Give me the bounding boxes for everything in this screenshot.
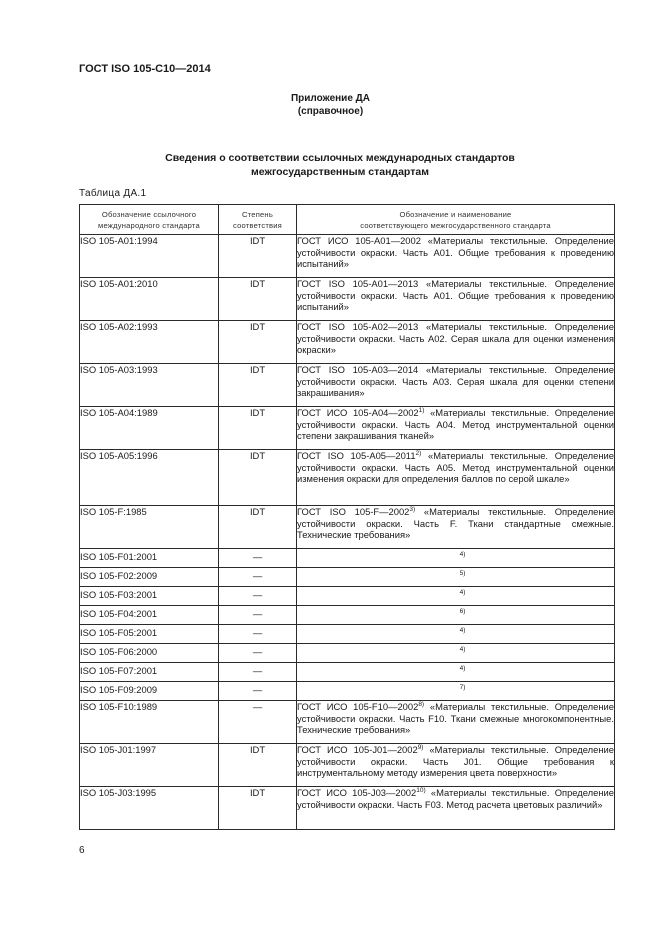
gost-cell — [297, 235, 615, 278]
reference-standard: ISO 105-J03:1995 — [80, 787, 157, 798]
gost-cell — [297, 278, 615, 321]
gost-cell — [297, 663, 615, 682]
appendix-subtitle: (справочное) — [297, 106, 364, 117]
correspondence-table — [79, 204, 615, 830]
degree-value: IDT — [249, 235, 266, 246]
table-row — [80, 606, 615, 625]
footnote-reference: 4) — [459, 551, 466, 558]
gost-designation: ГОСТ ISO 105-A05—2011 — [297, 450, 416, 461]
degree-cell — [219, 701, 297, 744]
table-row — [80, 644, 615, 663]
gost-title: «Материалы текстильные. Определение устойчивости окраски. Часть J01. Общие требования к инструментальному методу измерения цвета поверхности» — [297, 744, 614, 779]
degree-value: IDT — [249, 506, 266, 517]
degree-value: — — [252, 570, 263, 581]
reference-standard-cell — [80, 625, 219, 644]
gost-cell — [297, 787, 615, 830]
reference-standard-cell — [80, 364, 219, 407]
table-row — [80, 235, 615, 278]
gost-cell — [297, 450, 615, 506]
section-heading — [60, 151, 620, 179]
gost-title: «Материалы текстильные. Определение устойчивости окраски. Часть F10. Ткани смежные многокомпонентные. Технические требования» — [297, 701, 614, 736]
reference-standard-cell — [80, 235, 219, 278]
gost-cell — [297, 506, 615, 549]
table-row — [80, 625, 615, 644]
table-row — [80, 744, 615, 787]
column-header-reference-line2: международного стандарта — [98, 220, 200, 230]
reference-standard-cell — [80, 606, 219, 625]
footnote-reference: 6) — [459, 608, 466, 615]
gost-cell — [297, 701, 615, 744]
reference-standard-cell — [80, 450, 219, 506]
reference-standard: ISO 105-F10:1989 — [80, 701, 158, 712]
reference-standard: ISO 105-F02:2009 — [80, 570, 158, 581]
degree-cell — [219, 644, 297, 663]
reference-standard: ISO 105-J01:1997 — [80, 744, 157, 755]
reference-standard-cell — [80, 587, 219, 606]
column-header-gost-line1: Обозначение и наименование — [399, 209, 512, 219]
footnote-reference: 4) — [459, 665, 466, 672]
gost-designation: ГОСТ ISO 105-A01—2013 — [297, 278, 419, 289]
footnote-marker: 8) — [418, 700, 425, 708]
gost-title: «Материалы текстильные. Определение устойчивости окраски. Часть А04. Метод инструментальной оценки степени закрашивания тканей» — [297, 407, 614, 442]
footnote-marker: 1) — [418, 406, 425, 414]
degree-value: — — [252, 684, 263, 695]
reference-standard: ISO 105-A02:1993 — [80, 321, 158, 332]
degree-value: — — [252, 551, 263, 562]
section-heading-line1: Сведения о соответствии ссылочных международных стандартов — [165, 152, 515, 164]
gost-designation: ГОСТ ИСО 105-J01—2002 — [297, 744, 418, 755]
table-caption: Таблица ДА.1 — [79, 188, 147, 199]
page-number: 6 — [79, 845, 85, 856]
degree-value: — — [252, 665, 263, 676]
gost-designation: ГОСТ ИСО 105-F10—2002 — [297, 701, 419, 712]
degree-cell — [219, 568, 297, 587]
table-row — [80, 568, 615, 587]
reference-standard: ISO 105-A01:1994 — [80, 235, 158, 246]
column-header-gost-line2: соответствующего межгосударственного стандарта — [360, 220, 551, 230]
degree-value: IDT — [249, 744, 266, 755]
footnote-marker: 3) — [409, 505, 416, 513]
reference-standard: ISO 105-F07:2001 — [80, 665, 158, 676]
reference-standard: ISO 105-F04:2001 — [80, 608, 158, 619]
degree-value: — — [252, 589, 263, 600]
reference-standard-cell — [80, 744, 219, 787]
gost-cell — [297, 587, 615, 606]
reference-standard: ISO 105-F03:2001 — [80, 589, 158, 600]
footnote-marker: 9) — [417, 743, 424, 751]
reference-standard-cell — [80, 321, 219, 364]
degree-cell — [219, 450, 297, 506]
gost-cell — [297, 549, 615, 568]
gost-cell — [297, 321, 615, 364]
gost-title: «Материалы текстильные. Определение устойчивости окраски. Часть F. Ткани стандартные смежные. Технические требования» — [297, 506, 615, 541]
reference-standard-cell — [80, 278, 219, 321]
gost-cell — [297, 364, 615, 407]
gost-title: «Материалы текстильные. Определение устойчивости окраски. Часть А03. Серая шкала для оценки степени закрашивания» — [297, 364, 615, 399]
column-header-degree — [219, 205, 297, 235]
footnote-reference: 7) — [459, 684, 466, 691]
degree-cell — [219, 321, 297, 364]
reference-standard: ISO 105-F01:2001 — [80, 551, 158, 562]
degree-value: — — [252, 608, 263, 619]
gost-title: «Материалы текстильные. Определение устойчивости окраски. Часть F03. Метод расчета цветовых различий» — [297, 787, 614, 810]
degree-value: — — [252, 627, 263, 638]
column-header-reference-line1: Обозначение ссылочного — [101, 209, 197, 219]
degree-cell — [219, 625, 297, 644]
reference-standard-cell — [80, 682, 219, 701]
degree-cell — [219, 235, 297, 278]
gost-designation: ГОСТ ISO 105-A03—2014 — [297, 364, 419, 375]
degree-value: IDT — [249, 321, 266, 332]
reference-standard-cell — [80, 787, 219, 830]
table-row — [80, 682, 615, 701]
gost-cell — [297, 606, 615, 625]
gost-designation: ГОСТ ISO 105-A02—2013 — [297, 321, 419, 332]
table-row — [80, 450, 615, 506]
degree-cell — [219, 663, 297, 682]
table-row — [80, 278, 615, 321]
table-row — [80, 787, 615, 830]
gost-cell — [297, 744, 615, 787]
gost-designation: ГОСТ ИСО 105-А01—2002 — [297, 235, 421, 246]
table-row — [80, 364, 615, 407]
degree-value: IDT — [249, 407, 266, 418]
table-header-row — [80, 205, 615, 235]
reference-standard-cell — [80, 701, 219, 744]
gost-cell — [297, 568, 615, 587]
table-row — [80, 663, 615, 682]
section-heading-line2: межгосударственным стандартам — [251, 166, 429, 178]
degree-cell — [219, 587, 297, 606]
degree-value: IDT — [249, 364, 266, 375]
column-header-degree-line2: соответствия — [232, 220, 282, 230]
footnote-marker: 2) — [415, 449, 422, 457]
reference-standard: ISO 105-F:1985 — [80, 506, 147, 517]
footnote-marker: 10) — [416, 786, 426, 794]
column-header-reference — [80, 205, 219, 235]
degree-cell — [219, 549, 297, 568]
reference-standard: ISO 105-F09:2009 — [80, 684, 158, 695]
reference-standard: ISO 105-A04:1989 — [80, 407, 158, 418]
degree-cell — [219, 606, 297, 625]
reference-standard-cell — [80, 568, 219, 587]
reference-standard-cell — [80, 407, 219, 450]
degree-cell — [219, 682, 297, 701]
reference-standard: ISO 105-A01:2010 — [80, 278, 158, 289]
table-row — [80, 587, 615, 606]
footnote-reference: 5) — [459, 570, 466, 577]
gost-title: «Материалы текстильные. Определение устойчивости окраски. Часть А01. Общие требования к проведению испытаний» — [297, 278, 615, 313]
column-header-gost — [297, 205, 615, 235]
degree-cell — [219, 278, 297, 321]
reference-standard: ISO 105-F05:2001 — [80, 627, 158, 638]
gost-cell — [297, 407, 615, 450]
reference-standard-cell — [80, 549, 219, 568]
degree-cell — [219, 787, 297, 830]
table-row — [80, 407, 615, 450]
gost-cell — [297, 682, 615, 701]
footnote-reference: 4) — [459, 589, 466, 596]
reference-standard: ISO 105-A05:1996 — [80, 450, 158, 461]
reference-standard-cell — [80, 506, 219, 549]
degree-value: IDT — [249, 787, 266, 798]
degree-cell — [219, 364, 297, 407]
gost-cell — [297, 625, 615, 644]
reference-standard: ISO 105-A03:1993 — [80, 364, 158, 375]
gost-title: «Материалы текстильные. Определение устойчивости окраски. Часть А05. Метод инструментальной оценки изменения окраски для определения баллов по серой шкале» — [297, 450, 614, 485]
column-header-degree-line1: Степень — [242, 209, 273, 219]
document-code: ГОСТ ISO 105-C10—2014 — [79, 63, 211, 75]
gost-title: «Материалы текстильные. Определение устойчивости окраски. Часть А02. Серая шкала для оценки изменения окраски» — [297, 321, 615, 356]
gost-designation: ГОСТ ИСО 105-J03—2002 — [297, 787, 417, 798]
reference-standard-cell — [80, 663, 219, 682]
reference-standard: ISO 105-F06:2000 — [80, 646, 158, 657]
gost-designation: ГОСТ ИСО 105-А04—2002 — [297, 407, 419, 418]
degree-value: — — [252, 646, 263, 657]
degree-value: IDT — [249, 450, 266, 461]
gost-title: «Материалы текстильные. Определение устойчивости окраски. Часть А01. Общие требования к проведению испытаний» — [297, 235, 614, 270]
footnote-reference: 4) — [459, 646, 466, 653]
table-row — [80, 549, 615, 568]
footnote-reference: 4) — [459, 627, 466, 634]
degree-value: — — [252, 701, 263, 712]
table-row — [80, 321, 615, 364]
appendix-title: Приложение ДА — [290, 93, 371, 104]
appendix-title-block — [0, 92, 661, 118]
gost-designation: ГОСТ ISO 105-F—2002 — [297, 506, 410, 517]
gost-cell — [297, 644, 615, 663]
table-row — [80, 701, 615, 744]
reference-standard-cell — [80, 644, 219, 663]
degree-value: IDT — [249, 278, 266, 289]
degree-cell — [219, 744, 297, 787]
table-row — [80, 506, 615, 549]
degree-cell — [219, 407, 297, 450]
degree-cell — [219, 506, 297, 549]
